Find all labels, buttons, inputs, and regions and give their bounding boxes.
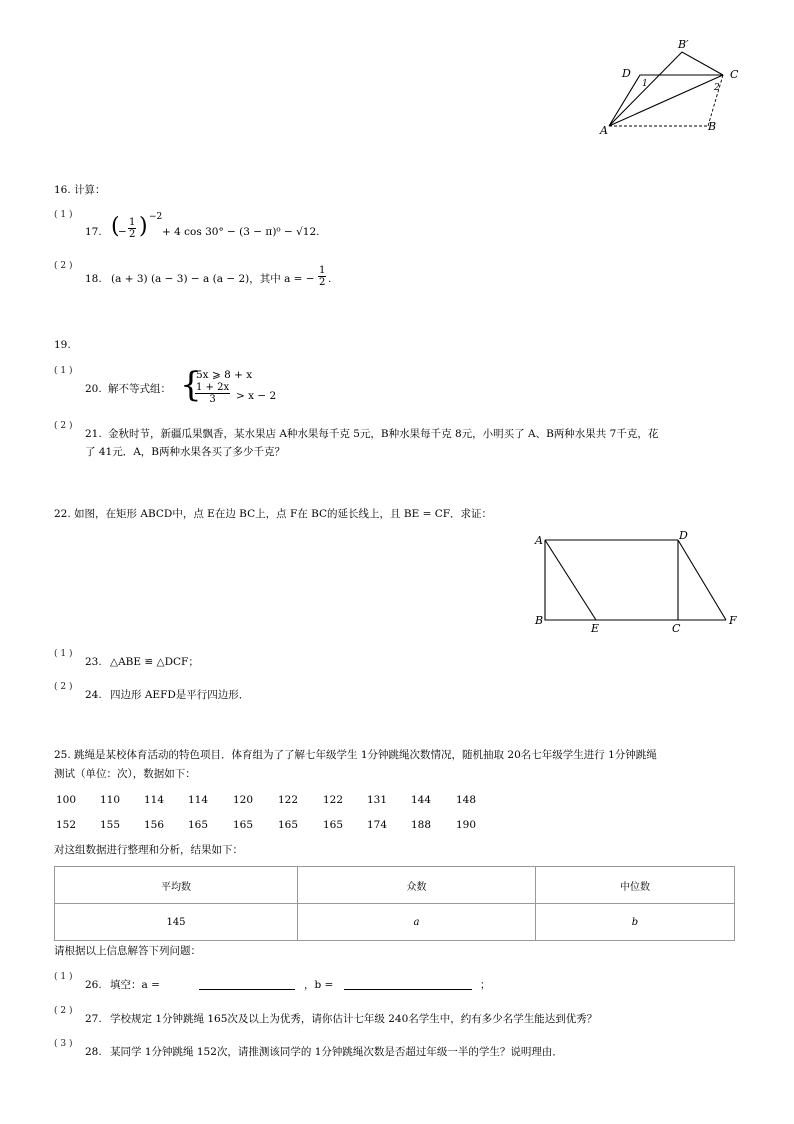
- line-df: [678, 540, 726, 620]
- rectangle-figure: [530, 530, 740, 635]
- data-value: 131: [367, 794, 388, 806]
- data-value: 155: [100, 819, 121, 831]
- table-row: [55, 904, 735, 941]
- header-mode: 众数: [298, 867, 536, 904]
- data-value: 188: [411, 819, 432, 831]
- q17-minus: −: [118, 226, 127, 238]
- label-d: D: [622, 67, 631, 80]
- data-value: 165: [323, 819, 344, 831]
- analysis-text: 对这组数据进行整理和分析，结果如下：: [54, 844, 243, 856]
- q26-a-label: 填空：a =: [110, 979, 160, 991]
- data-value: 165: [278, 819, 299, 831]
- label-bprime: B′: [678, 38, 689, 51]
- q18-frac-num: 1: [319, 265, 326, 276]
- q17-lparen: (: [111, 214, 120, 239]
- data-value: 100: [56, 794, 77, 806]
- answer-b-blank[interactable]: [344, 979, 472, 990]
- data-value: 152: [56, 819, 77, 831]
- q19-heading: 19.: [54, 339, 71, 351]
- q26-end: ；: [480, 979, 491, 991]
- rectangle-lines: [545, 540, 726, 620]
- q25-part3: ( 3 ): [54, 1039, 73, 1049]
- data-value: 174: [367, 819, 388, 831]
- value-mode: a: [298, 904, 536, 941]
- q20-ineq2: > x − 2: [236, 390, 277, 402]
- q17-frac-num: 1: [129, 217, 136, 228]
- label-angle1: 1: [642, 79, 648, 89]
- q17-number: 17.: [85, 226, 102, 238]
- q22-part1: ( 1 ): [54, 649, 73, 659]
- q28-text: 某同学 1分钟跳绳 152次，请推测该同学的 1分钟跳绳次数是否超过年级一半的学生？说明理由．: [110, 1046, 563, 1058]
- q18-expression: (a + 3) (a − 3) − a (a − 2)，其中 a = −: [111, 273, 315, 285]
- q16-part2: ( 2 ): [54, 261, 73, 271]
- value-median: b: [536, 904, 735, 941]
- data-value: 110: [100, 794, 121, 806]
- data-value: 190: [456, 819, 477, 831]
- q16-heading: 16. 计算：: [54, 184, 106, 196]
- q21-line1: 金秋时节，新疆瓜果飘香，某水果店 A种水果每千克 5元，B种水果每千克 8元，小明买了 A、B两种水果共 7千克，花: [108, 428, 659, 440]
- label-d: D: [679, 530, 688, 542]
- label-a: A: [535, 534, 543, 547]
- q27-text: 学校规定 1分钟跳绳 165次及以上为优秀，请你估计七年级 240名学生中，约有多少名学生能达到优秀？: [110, 1013, 598, 1025]
- data-value: 122: [323, 794, 344, 806]
- q26-number: 26.: [85, 979, 102, 991]
- q24-text: 四边形 AEFD是平行四边形．: [110, 689, 250, 701]
- q25-line1: 25. 跳绳是某校体育活动的特色项目．体育组为了了解七年级学生 1分钟跳绳次数情况，随机抽取 20名七年级学生进行 1分钟跳绳: [54, 749, 657, 761]
- data-value: 120: [233, 794, 254, 806]
- fold-figure: [590, 30, 750, 140]
- q25-part2: ( 2 ): [54, 1006, 73, 1016]
- label-b: B: [708, 120, 717, 133]
- q24-number: 24.: [85, 689, 102, 701]
- data-value: 165: [188, 819, 209, 831]
- table-header-row: [55, 867, 735, 904]
- q18-fraction: [318, 265, 326, 288]
- q25-part1: ( 1 ): [54, 972, 73, 982]
- stats-table: [54, 866, 735, 941]
- data-value: 165: [233, 819, 254, 831]
- q18-frac-den: 2: [319, 277, 326, 288]
- label-f: F: [729, 614, 737, 627]
- q17-rparen: ): [139, 214, 148, 239]
- data-value: 114: [188, 794, 209, 806]
- q16-part1: ( 1 ): [54, 210, 73, 220]
- q26-b-label: ，b =: [304, 979, 334, 991]
- q20-frac-den: 3: [209, 394, 216, 405]
- label-e: E: [591, 622, 600, 635]
- fold-lines: [609, 52, 723, 126]
- label-c: C: [730, 68, 739, 81]
- header-median: 中位数: [536, 867, 735, 904]
- data-value: 122: [278, 794, 299, 806]
- data-value: 156: [144, 819, 165, 831]
- q25-line2: 测试（单位：次），数据如下：: [54, 768, 196, 780]
- data-value: 144: [411, 794, 432, 806]
- q23-number: 23.: [85, 656, 102, 668]
- q27-number: 27.: [85, 1013, 102, 1025]
- q17-frac-den: 2: [129, 229, 136, 240]
- q20-ineq1: 5x ⩾ 8 + x: [196, 369, 253, 381]
- data-value: 114: [144, 794, 165, 806]
- data-value: 148: [456, 794, 477, 806]
- header-mean: 平均数: [55, 867, 298, 904]
- label-a: A: [600, 124, 608, 137]
- q18-number: 18.: [85, 273, 102, 285]
- q17-expression: + 4 cos 30° − (3 − π)⁰ − √12.: [162, 226, 320, 238]
- q21-number: 21.: [85, 428, 102, 440]
- label-c: C: [672, 622, 681, 635]
- label-b: B: [535, 614, 544, 627]
- label-angle2: 2: [714, 83, 720, 93]
- q20-fraction: [195, 382, 230, 405]
- line-ae: [545, 540, 596, 620]
- q19-part1: ( 1 ): [54, 366, 73, 376]
- answer-a-blank[interactable]: [199, 979, 295, 990]
- q22-part2: ( 2 ): [54, 682, 73, 692]
- q17-exponent: −2: [149, 212, 163, 222]
- q21-line2: 了 41元．A，B两种水果各买了多少千克？: [85, 446, 285, 458]
- q23-text: △ABE ≌ △DCF；: [110, 656, 199, 668]
- value-mean: 145: [55, 904, 298, 941]
- q20-number: 20.: [85, 383, 102, 395]
- q18-end: .: [328, 273, 332, 285]
- q28-number: 28.: [85, 1046, 102, 1058]
- q20-label: 解不等式组：: [108, 383, 171, 395]
- q20-brace: {: [180, 365, 202, 405]
- instruction-text: 请根据以上信息解答下列问题：: [54, 945, 201, 957]
- q22-text: 22. 如图，在矩形 ABCD中，点 E在边 BC上，点 F在 BC的延长线上，且 BE = CF．求证：: [54, 508, 493, 520]
- q20-frac-num: 1 + 2x: [196, 382, 230, 393]
- q17-fraction: [128, 217, 136, 240]
- q19-part2: ( 2 ): [54, 421, 73, 431]
